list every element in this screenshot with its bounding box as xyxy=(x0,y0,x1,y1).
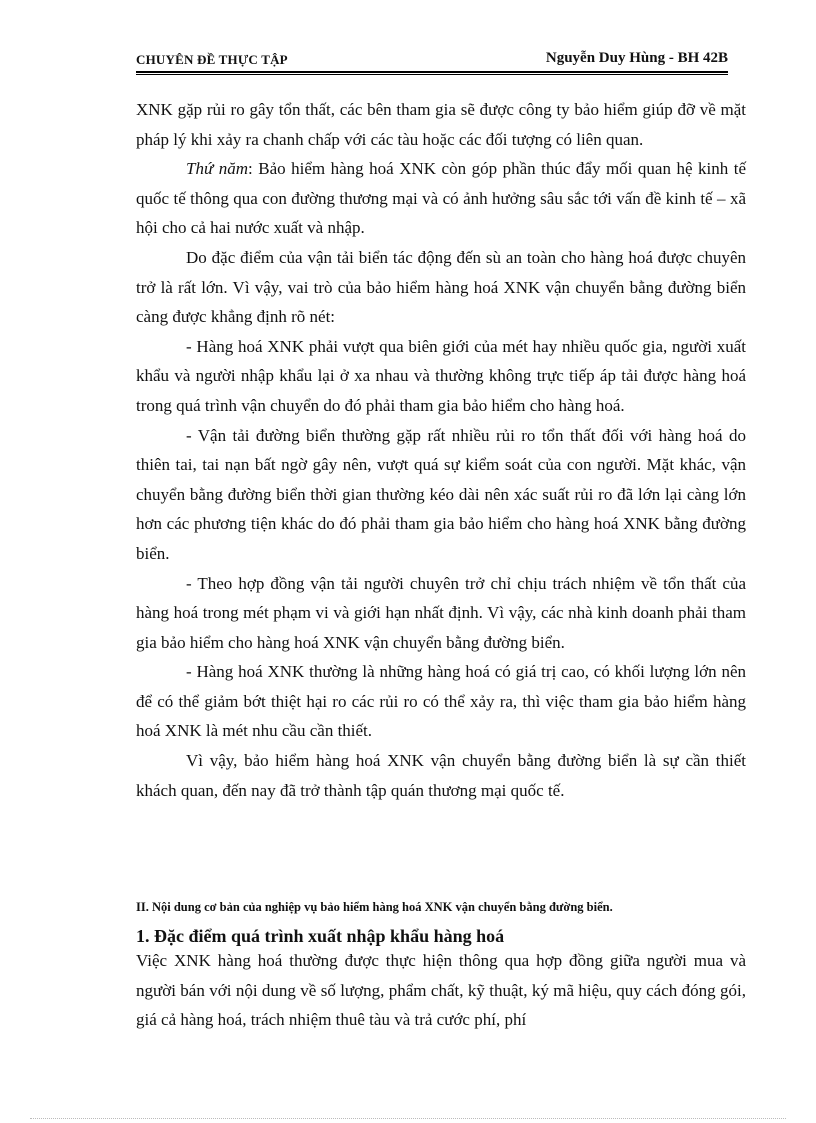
bullet-paragraph: - Hàng hoá XNK thường là những hàng hoá có giá trị cao, có khối lượng lớn nên để có thể giảm bớt thiệt hại ro các rủi ro có thể xảy ra, thì việc tham gia bảo hiểm hàng hoá XNK là mét nhu cầu cần thiết. xyxy=(136,662,746,741)
page-header xyxy=(136,50,728,72)
document-body-continued xyxy=(136,946,746,1035)
paragraph-continuation: XNK gặp rủi ro gây tổn thất, các bên tham gia sẽ được công ty bảo hiểm giúp đỡ về mặt pháp lý khi xảy ra chanh chấp với các tàu hoặc các đối tượng có liên quan. xyxy=(136,100,746,149)
paragraph-text: : Bảo hiểm hàng hoá XNK còn góp phần thúc đẩy mối quan hệ kinh tế quốc tế thông qua con đường thương mại và có ảnh hưởng sâu sắc tới vấn đề kinh tế – xã hội cho cả hai nước xuất và nhập. xyxy=(136,159,746,238)
paragraph: Việc XNK hàng hoá thường được thực hiện thông qua hợp đồng giữa người mua và người bán với nội dung về số lượng, phẩm chất, kỹ thuật, ký mã hiệu, quy cách đóng gói, giá cả hàng hoá, trách nhiệm thuê tàu và trả cước phí, phí xyxy=(136,951,746,1030)
section-heading: II. Nội dung cơ bản của nghiệp vụ bảo hiểm hàng hoá XNK vận chuyển bằng đường biển. xyxy=(136,900,613,914)
document-type-label: CHUYÊN ĐỀ THỰC TẬP xyxy=(136,52,288,67)
document-body xyxy=(136,95,746,805)
author-label: Nguyễn Duy Hùng - BH 42B xyxy=(545,50,728,66)
bullet-paragraph: - Theo hợp đồng vận tải người chuyên trở chỉ chịu trách nhiệm về tổn thất của hàng hoá trong mét phạm vi và giới hạn nhất định. Vì vậy, các nhà kinh doanh phải tham gia bảo hiểm cho hàng hoá XNK vận chuyển bằng đường biển. xyxy=(136,573,746,652)
conclusion-paragraph: Vì vậy, bảo hiểm hàng hoá XNK vận chuyển bằng đường biển là sự cần thiết khách quan, đến nay đã trở thành tập quán thương mại quốc tế. xyxy=(136,751,746,800)
bullet-paragraph: - Vận tải đường biển thường gặp rất nhiều rủi ro tổn thất đối với hàng hoá do thiên tai, tai nạn bất ngờ gây nên, vượt quá sự kiểm soát của con người. Mặt khác, vận chuyển bằng đường biển thời gian thường kéo dài nên xác suất rủi ro đã lớn lại càng lớn hơn các phương tiện khác do đó phải tham gia bảo hiểm cho hàng hoá XNK bằng đường biển. xyxy=(136,425,746,563)
bullet-paragraph: - Hàng hoá XNK phải vượt qua biên giới của mét hay nhiều quốc gia, người xuất khẩu và người nhập khẩu lại ở xa nhau và thường không trực tiếp áp tải được hàng hoá trong quá trình vận chuyển do đó phải tham gia bảo hiểm cho hàng hoá. xyxy=(136,336,746,415)
paragraph: Do đặc điểm của vận tải biển tác động đến sù an toàn cho hàng hoá được chuyên trở là rất lớn. Vì vậy, vai trò của bảo hiểm hàng hoá XNK vận chuyển bằng đường biển càng được khẳng định rõ nét: xyxy=(136,247,746,327)
paragraph-fifth xyxy=(136,154,746,243)
page-bottom-divider xyxy=(30,1118,786,1119)
header-divider xyxy=(136,71,728,75)
paragraph-lead: Thứ năm xyxy=(186,159,249,179)
subsection-heading: 1. Đặc điểm quá trình xuất nhập khẩu hàng hoá xyxy=(136,926,505,946)
